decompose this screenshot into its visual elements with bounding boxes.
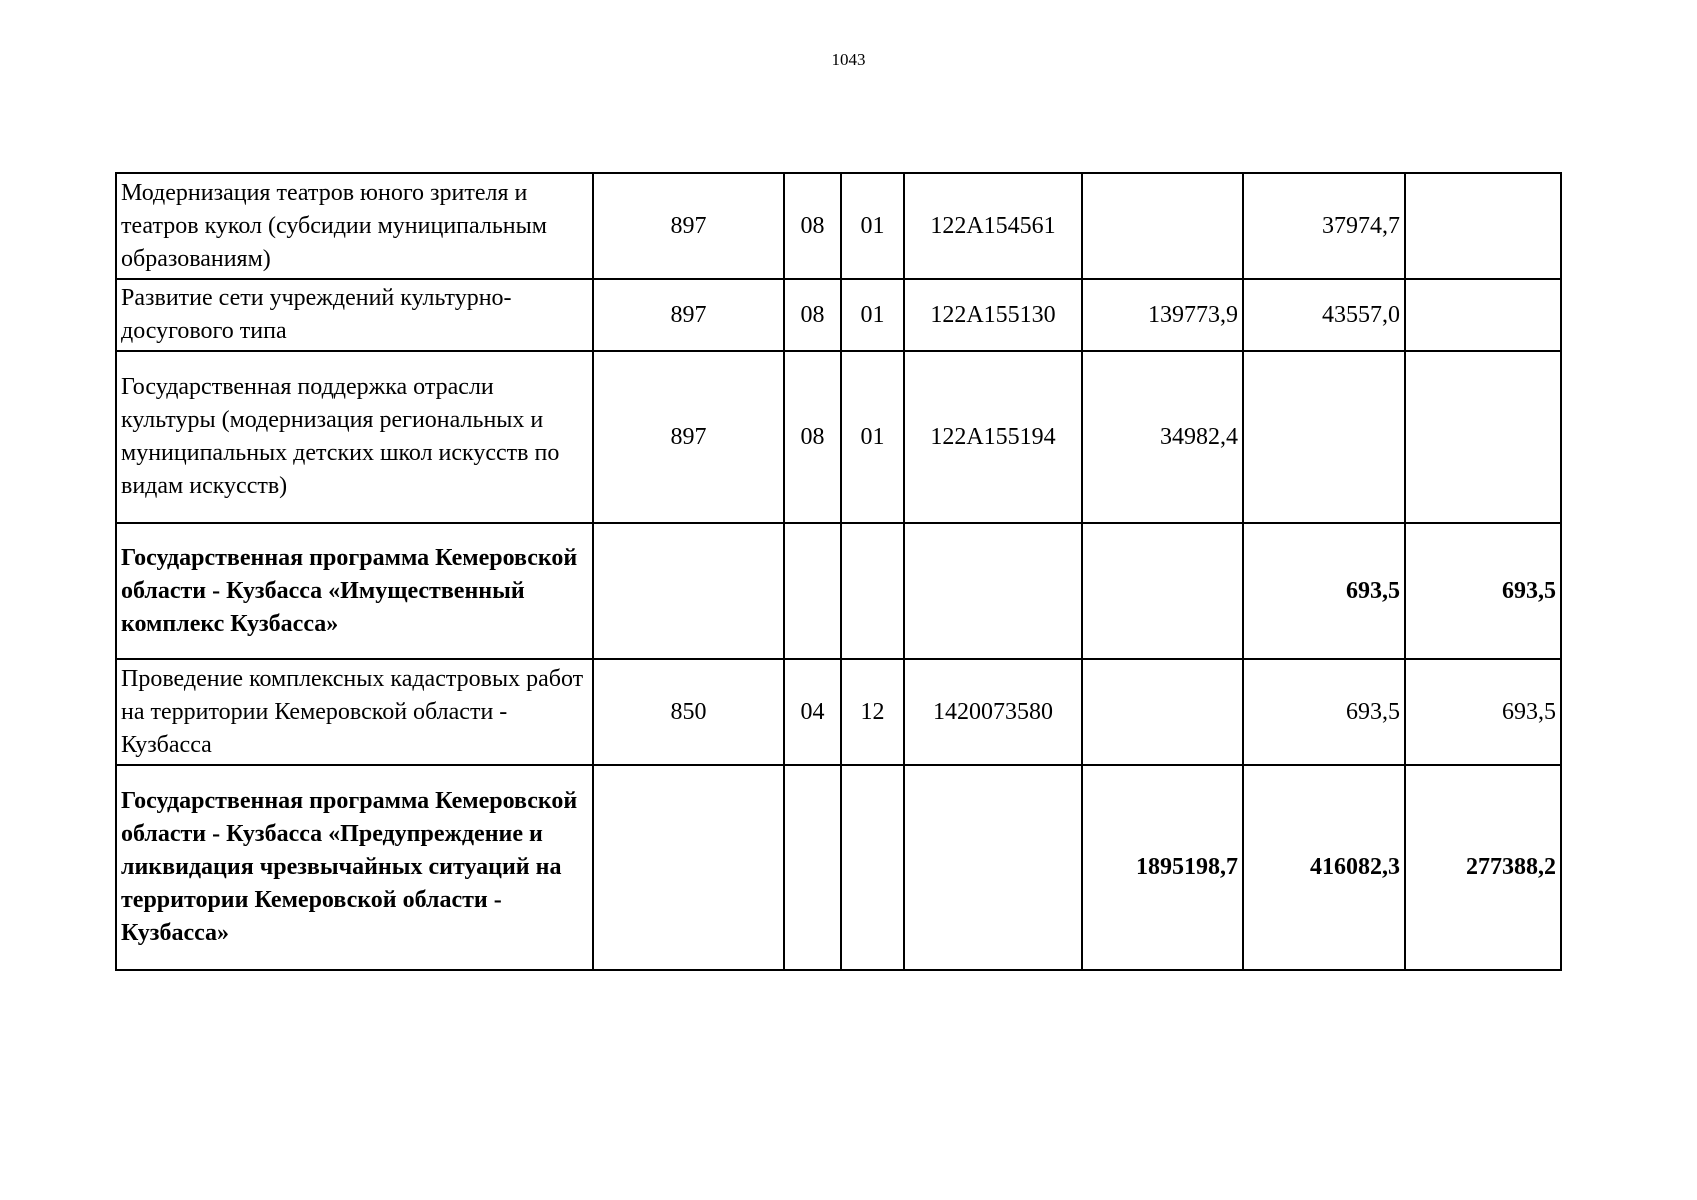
row-target (904, 765, 1082, 970)
row-subsection (841, 523, 904, 659)
row-value-3: 693,5 (1405, 523, 1561, 659)
row-target: 122A155130 (904, 279, 1082, 351)
row-section (784, 765, 841, 970)
table-row (116, 351, 1561, 523)
table-row (116, 765, 1561, 970)
row-target: 122A154561 (904, 173, 1082, 279)
row-value-1: 34982,4 (1082, 351, 1243, 523)
row-name: Государственная программа Кемеровской области - Кузбасса «Предупреждение и ликвидация чрезвычайных ситуаций на территории Кемеровской области - Кузбасса» (116, 765, 593, 970)
row-code (593, 523, 784, 659)
row-code: 897 (593, 279, 784, 351)
row-value-2: 416082,3 (1243, 765, 1405, 970)
row-value-3 (1405, 173, 1561, 279)
row-code: 897 (593, 173, 784, 279)
row-subsection: 01 (841, 173, 904, 279)
budget-table (115, 172, 1562, 971)
row-value-2: 43557,0 (1243, 279, 1405, 351)
row-value-3: 277388,2 (1405, 765, 1561, 970)
row-target (904, 523, 1082, 659)
table-row (116, 523, 1561, 659)
row-name: Государственная программа Кемеровской области - Кузбасса «Имущественный комплекс Кузбасса» (116, 523, 593, 659)
row-value-2: 693,5 (1243, 659, 1405, 765)
row-code: 897 (593, 351, 784, 523)
row-target: 1420073580 (904, 659, 1082, 765)
row-name: Модернизация театров юного зрителя и театров кукол (субсидии муниципальным образованиям) (116, 173, 593, 279)
row-subsection: 01 (841, 279, 904, 351)
row-section: 08 (784, 173, 841, 279)
row-code: 850 (593, 659, 784, 765)
row-section: 08 (784, 351, 841, 523)
row-name: Проведение комплексных кадастровых работ на территории Кемеровской области - Кузбасса (116, 659, 593, 765)
row-value-1: 139773,9 (1082, 279, 1243, 351)
row-value-2: 37974,7 (1243, 173, 1405, 279)
row-value-3: 693,5 (1405, 659, 1561, 765)
table-row (116, 173, 1561, 279)
row-value-1: 1895198,7 (1082, 765, 1243, 970)
row-value-1 (1082, 173, 1243, 279)
table-row (116, 279, 1561, 351)
page-number: 1043 (831, 50, 866, 69)
row-section: 04 (784, 659, 841, 765)
row-code (593, 765, 784, 970)
row-subsection: 01 (841, 351, 904, 523)
row-section (784, 523, 841, 659)
row-value-1 (1082, 659, 1243, 765)
row-value-3 (1405, 351, 1561, 523)
row-name: Развитие сети учреждений культурно-досугового типа (116, 279, 593, 351)
row-value-2 (1243, 351, 1405, 523)
row-value-3 (1405, 279, 1561, 351)
row-name: Государственная поддержка отрасли культуры (модернизация региональных и муниципальных детских школ искусств по видам искусств) (116, 351, 593, 523)
row-subsection: 12 (841, 659, 904, 765)
row-section: 08 (784, 279, 841, 351)
row-target: 122A155194 (904, 351, 1082, 523)
row-value-2: 693,5 (1243, 523, 1405, 659)
table-row (116, 659, 1561, 765)
row-value-1 (1082, 523, 1243, 659)
row-subsection (841, 765, 904, 970)
